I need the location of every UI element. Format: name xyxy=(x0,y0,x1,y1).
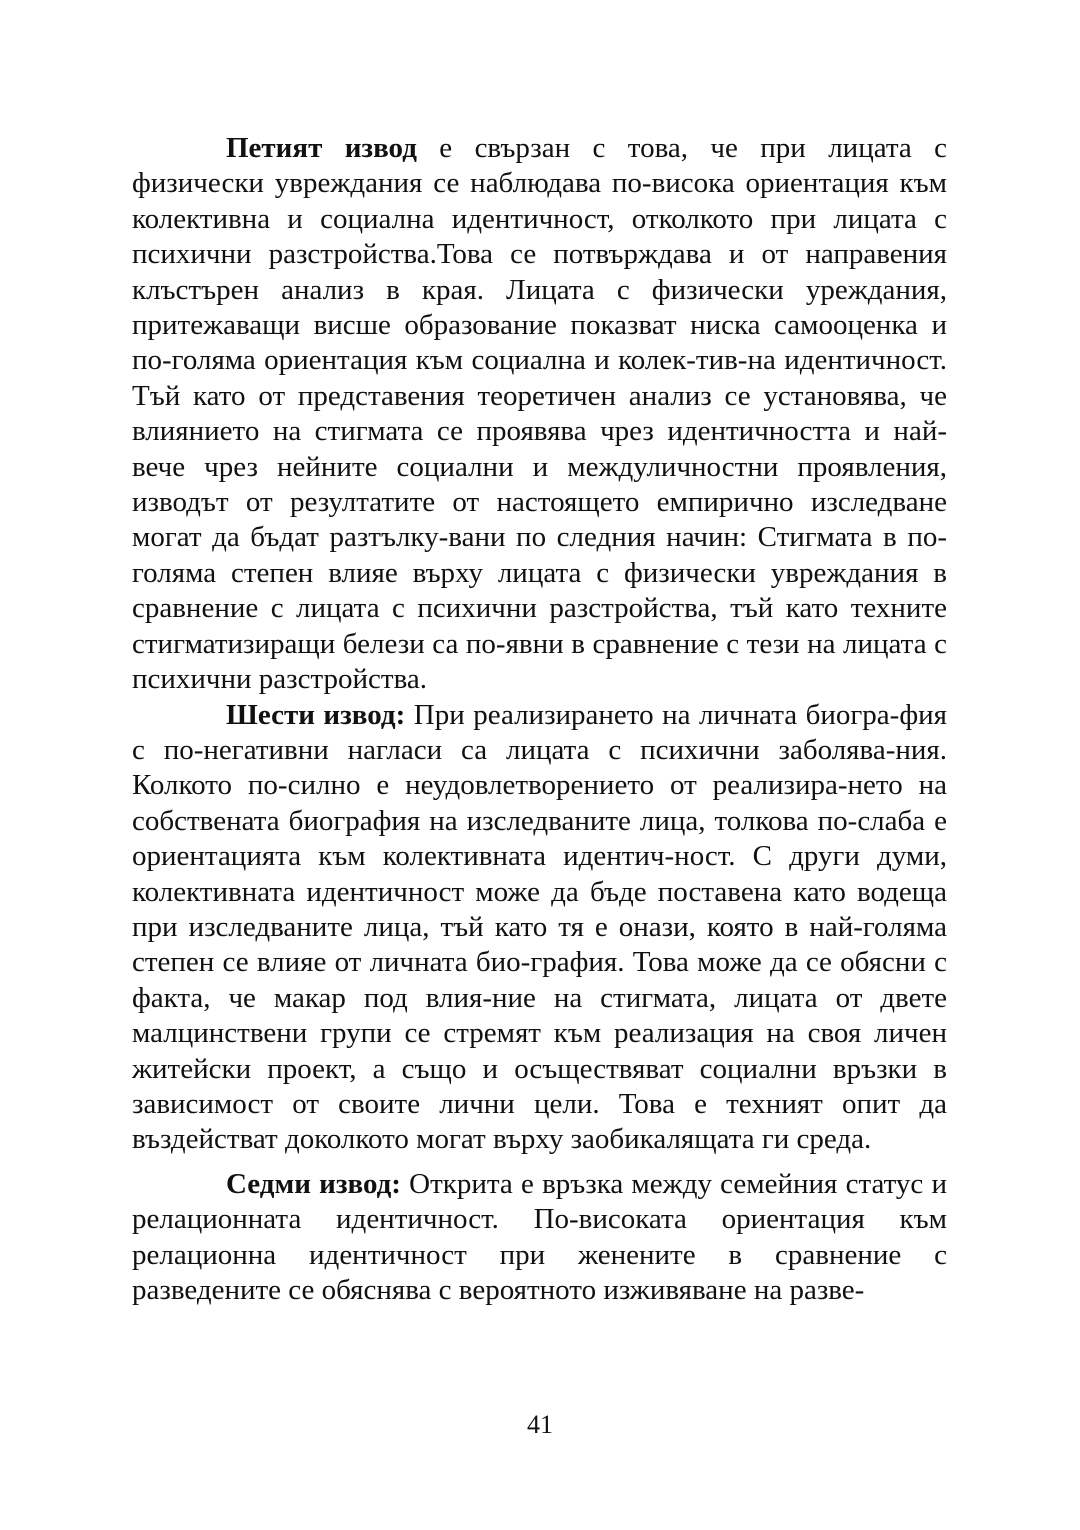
paragraph-text: При реализирането на личната биогра-фия с по-негативни нагласи са лицата с психични заболява-ния. Колкото по-силно е неудовлетворението от реализира-нето на собствената биография на изследваните лица, толкова по-слаба е ориентацията към колективната идентич-ност. С други думи, колективната идентичност може да бъде поставена като водеща при изследваните лица, тъй като тя е онази, която в най-голяма степен се влияе от личната био-графия. Това може да се обясни с факта, че макар под влия-ние на стигмата, лицата от двете малцинствени групи се стремят към реализация на своя личен житейски проект, а също и осъществяват социални връзки в зависимост от своите лични цели. Това е техният опит да въздействат доколкото могат върху заобикалящата ги среда. xyxy=(132,698,947,1156)
paragraph-heading: Шести извод: xyxy=(226,698,406,731)
paragraph-fifth-conclusion xyxy=(132,131,947,698)
document-body xyxy=(132,131,947,1308)
page-number: 41 xyxy=(527,1410,553,1439)
paragraph-text: Открита е връзка между семейния статус и релационната идентичност. По-високата ориентация към релационна идентичност при женените в сравнение с разведените се обяснява с вероятното изживяване на разве- xyxy=(132,1167,947,1306)
paragraph-sixth-conclusion xyxy=(132,698,947,1158)
paragraph-text: е свързан с това, че при лицата с физически увреждания се наблюдава по-висока ориентация към колективна и социална идентичност, отколкото при лицата с психични разстройства.Това се потвърждава и от направения клъстърен анализ в края. Лицата с физически уреждания, притежаващи висше образование показват ниска самооценка и по-голяма ориентация към социална и колек-тив-на идентичност. Тъй като от представения теоретичен анализ се установява, че влиянието на стигмата се проявява чрез идентичността и най-вече чрез нейните социални и междуличностни проявления, изводът от резултатите от настоящето емпирично изследване могат да бъдат разтълку-вани по следния начин: Стигмата в по-голяма степен влияе върху лицата с физически увреждания в сравнение с лицата с психични разстройства, тъй като техните стигматизиращи белези са по-явни в сравнение с тези на лицата с психични разстройства. xyxy=(132,132,948,696)
paragraph-heading: Седми извод: xyxy=(226,1167,401,1200)
paragraph-heading: Петият извод xyxy=(226,132,417,164)
paragraph-seventh-conclusion xyxy=(132,1167,947,1309)
